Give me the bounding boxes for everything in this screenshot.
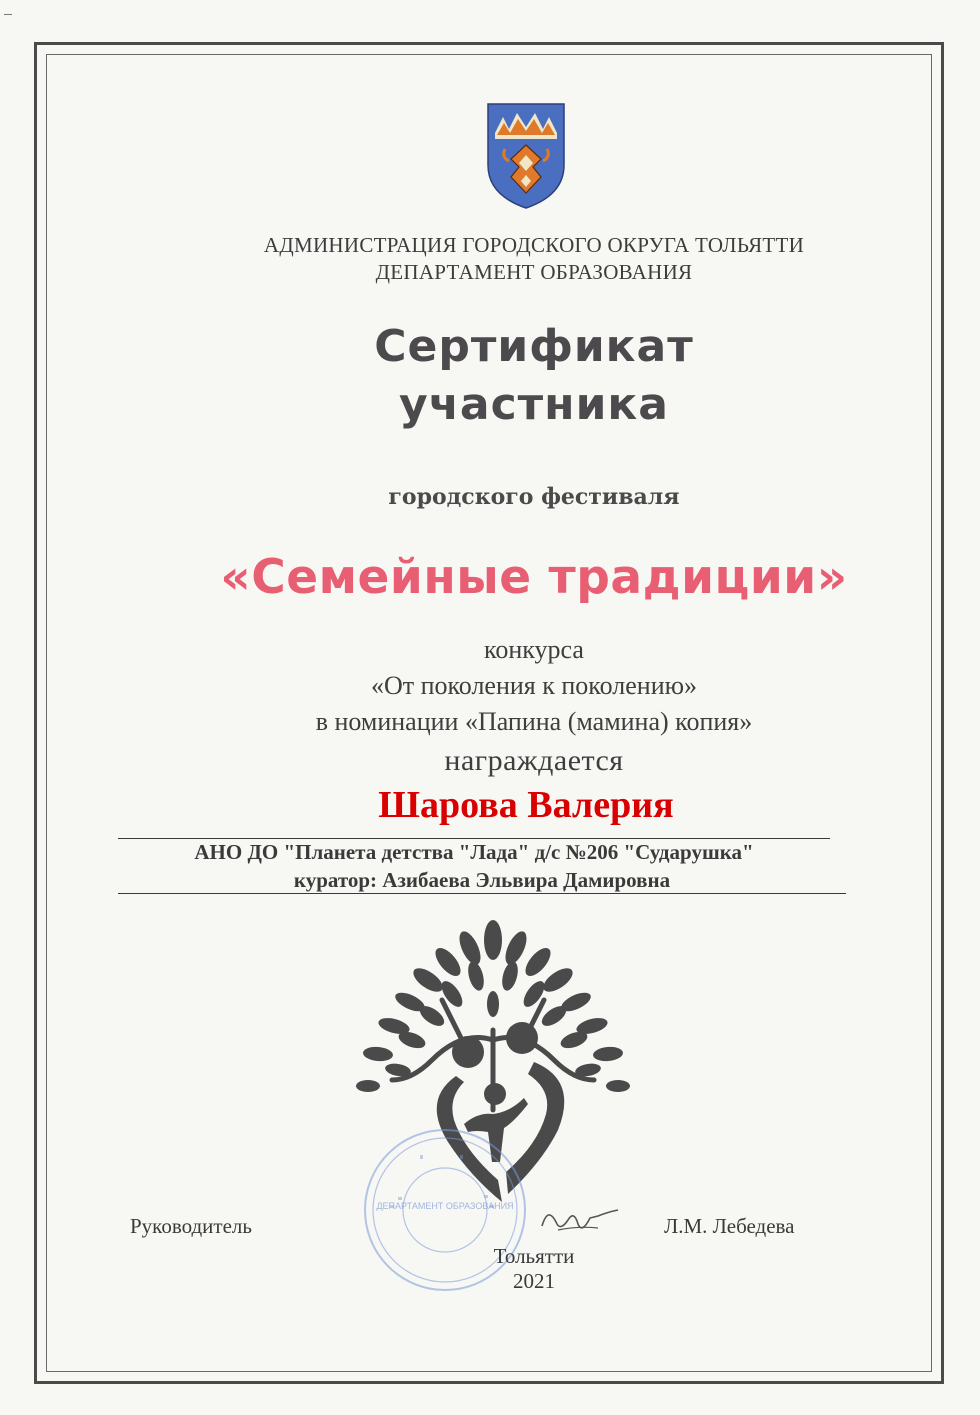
contest-label: конкурса — [484, 635, 584, 664]
organization-name: АНО ДО "Планета детства "Лада" д/с №206 "Сударушка" — [118, 838, 830, 865]
certificate-title — [44, 318, 980, 434]
contest-block — [44, 632, 980, 740]
place-and-date — [44, 1244, 980, 1294]
city: Тольятти — [493, 1244, 575, 1268]
title-line-1: Сертификат — [374, 321, 694, 372]
city-coat-of-arms-icon — [487, 103, 565, 209]
year: 2021 — [513, 1269, 555, 1293]
stamp-text: ДЕПАРТАМЕНТ ОБРАЗОВАНИЯ — [376, 1201, 514, 1211]
scan-mark — [4, 14, 12, 15]
signature-icon — [538, 1196, 628, 1246]
contest-name: «От поколения к поколению» — [370, 671, 698, 700]
title-line-2: участника — [399, 379, 669, 430]
festival-name: «Семейные традиции» — [220, 550, 848, 605]
awarded-label: награждается — [444, 744, 624, 777]
administration-name: АДМИНИСТРАЦИЯ ГОРОДСКОГО ОКРУГА ТОЛЬЯТТИ — [263, 233, 805, 257]
signer-name: Л.М. Лебедева — [664, 1214, 795, 1238]
nomination: в номинации «Папина (мамина) копия» — [315, 707, 753, 736]
issuer-block — [44, 232, 980, 286]
festival-label: городского фестиваля — [388, 484, 680, 510]
signer-position: Руководитель — [130, 1214, 252, 1238]
recipient-name: Шарова Валерия — [378, 784, 674, 826]
department-name: ДЕПАРТАМЕНТ ОБРАЗОВАНИЯ — [375, 260, 693, 284]
curator-name: куратор: Азибаева Эльвира Дамировна — [118, 868, 846, 894]
